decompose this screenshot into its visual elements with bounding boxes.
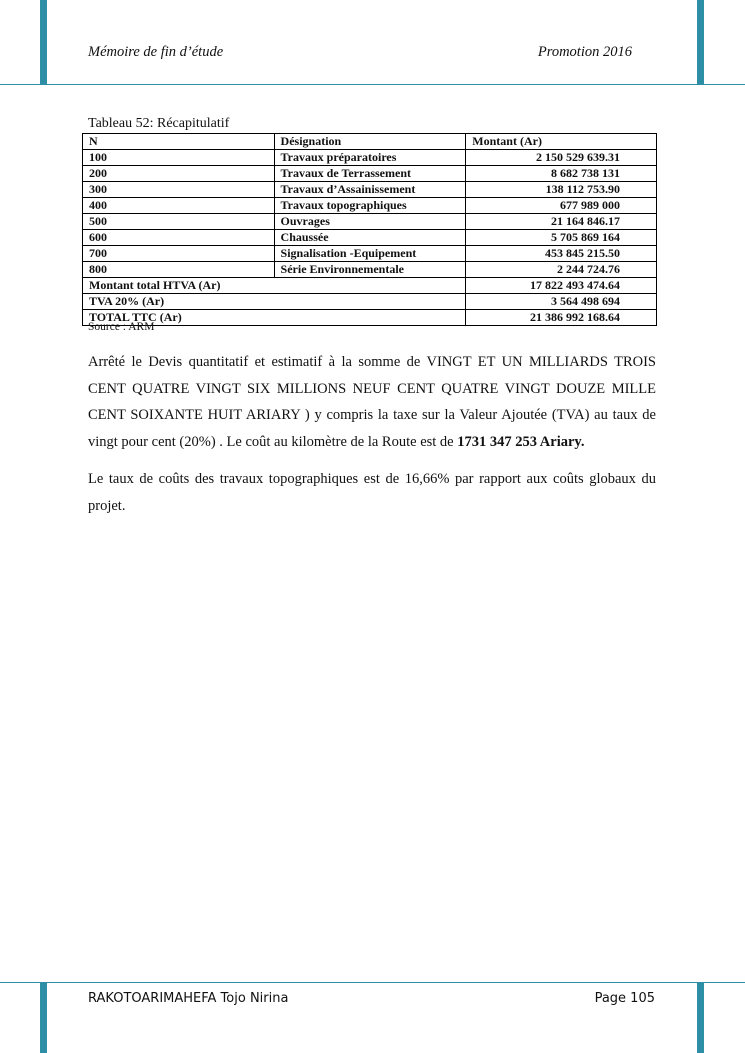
cell-montant: 2 244 724.76 — [466, 262, 657, 278]
cell-designation: Signalisation -Equipement — [274, 246, 466, 262]
total-label: TOTAL TTC (Ar) — [83, 310, 466, 326]
footer-author: RAKOTOARIMAHEFA Tojo Nirina — [88, 991, 289, 1006]
column-header-n: N — [83, 134, 275, 150]
total-montant: 21 386 992 168.64 — [466, 310, 657, 326]
cell-designation: Travaux d’Assainissement — [274, 182, 466, 198]
total-label: Montant total HTVA (Ar) — [83, 278, 466, 294]
footer-rule — [0, 982, 745, 983]
cell-designation: Travaux préparatoires — [274, 150, 466, 166]
footer-page-number: Page 105 — [594, 991, 655, 1006]
recap-table — [82, 133, 657, 326]
cell-designation: Série Environnementale — [274, 262, 466, 278]
table-row — [83, 182, 657, 198]
cell-montant: 677 989 000 — [466, 198, 657, 214]
table-caption: Tableau 52: Récapitulatif — [88, 116, 230, 131]
table-row — [83, 246, 657, 262]
cell-n: 200 — [83, 166, 275, 182]
decorative-bar-bottom-right — [697, 982, 704, 1053]
cell-n: 500 — [83, 214, 275, 230]
paragraph-devis — [88, 349, 656, 455]
total-row-tva — [83, 294, 657, 310]
cell-n: 700 — [83, 246, 275, 262]
total-label: TVA 20% (Ar) — [83, 294, 466, 310]
column-header-montant: Montant (Ar) — [466, 134, 657, 150]
table-row — [83, 150, 657, 166]
decorative-bar-top-left — [40, 0, 47, 85]
table-source: Source : ARM — [88, 321, 155, 333]
total-row-ttc — [83, 310, 657, 326]
cell-designation: Ouvrages — [274, 214, 466, 230]
cost-per-km: 1731 347 253 Ariary. — [457, 433, 585, 450]
header-left-title: Mémoire de fin d’étude — [88, 44, 224, 60]
header-right-promotion: Promotion 2016 — [537, 44, 632, 60]
cell-n: 100 — [83, 150, 275, 166]
total-montant: 17 822 493 474.64 — [466, 278, 657, 294]
paragraph-topo-rate: Le taux de coûts des travaux topographiques est de 16,66% par rapport aux coûts globaux du projet. — [88, 471, 656, 514]
cell-montant: 8 682 738 131 — [466, 166, 657, 182]
decorative-bar-top-right — [697, 0, 704, 85]
cell-montant: 138 112 753.90 — [466, 182, 657, 198]
table-header-row — [83, 134, 657, 150]
table-row — [83, 230, 657, 246]
cell-designation: Travaux de Terrassement — [274, 166, 466, 182]
cell-montant: 5 705 869 164 — [466, 230, 657, 246]
table-row — [83, 198, 657, 214]
table-row — [83, 166, 657, 182]
cell-designation: Travaux topographiques — [274, 198, 466, 214]
table-row — [83, 262, 657, 278]
cell-n: 800 — [83, 262, 275, 278]
header-rule — [0, 84, 745, 85]
cell-n: 600 — [83, 230, 275, 246]
total-montant: 3 564 498 694 — [466, 294, 657, 310]
table-row — [83, 214, 657, 230]
cell-montant: 21 164 846.17 — [466, 214, 657, 230]
cell-montant: 2 150 529 639.31 — [466, 150, 657, 166]
cell-montant: 453 845 215.50 — [466, 246, 657, 262]
decorative-bar-bottom-left — [40, 982, 47, 1053]
cell-designation: Chaussée — [274, 230, 466, 246]
total-row-htva — [83, 278, 657, 294]
cell-n: 300 — [83, 182, 275, 198]
paragraph-devis-text: Arrêté le Devis quantitatif et estimatif à la somme de VINGT ET UN MILLIARDS TROIS CENT QUATRE VINGT SIX MILLIONS NEUF CENT QUATRE VINGT DOUZE MILLE CENT SOIXANTE HUIT ARIARY ) y compris la taxe sur la Valeur Ajoutée (TVA) au taux de vingt pour cent (20%) . Le coût au kilomètre de la Route est de — [88, 354, 656, 450]
cell-n: 400 — [83, 198, 275, 214]
column-header-designation: Désignation — [274, 134, 466, 150]
